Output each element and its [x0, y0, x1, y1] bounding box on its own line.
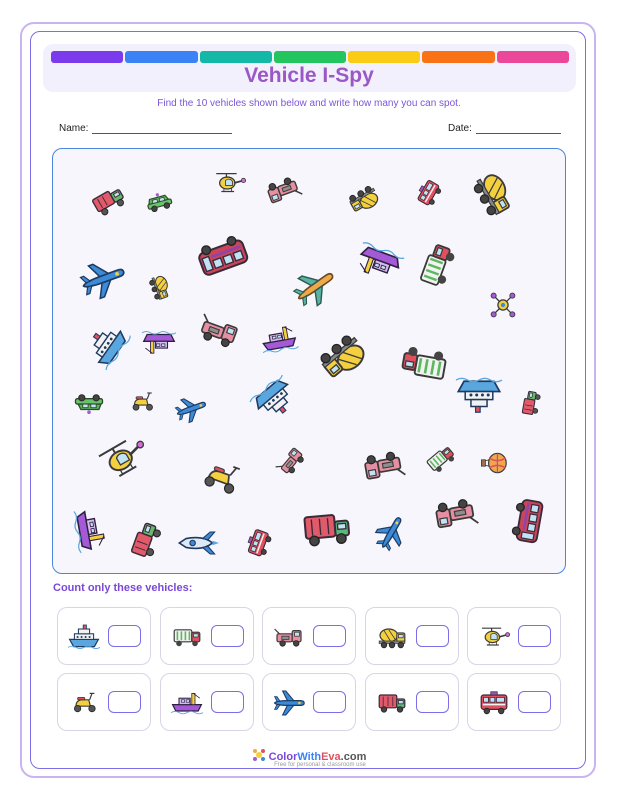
- date-label: Date:: [448, 123, 472, 134]
- dump-truck-icon: [87, 179, 131, 223]
- hot-air-balloon-icon: [475, 443, 515, 483]
- cement-mixer-icon: [315, 329, 375, 389]
- airplane-icon: [367, 509, 415, 557]
- tugboat-icon: [169, 687, 205, 719]
- answer-box[interactable]: [211, 625, 244, 647]
- name-line[interactable]: [92, 133, 232, 134]
- name-field[interactable]: [59, 123, 232, 134]
- scooter-icon: [195, 451, 247, 503]
- tow-truck-icon: [193, 305, 245, 357]
- footer-brand-part4: .com: [340, 751, 367, 763]
- key-item-fire-truck: [467, 673, 561, 731]
- count-heading: Count only these vehicles:: [53, 582, 193, 594]
- tugboat-icon: [257, 317, 301, 361]
- fire-truck-icon: [476, 687, 512, 719]
- ship-icon: [66, 621, 102, 653]
- cement-mixer-icon: [374, 621, 410, 653]
- footer-subtitle: Free for personal & classroom use: [274, 762, 366, 768]
- car-icon: [67, 383, 111, 427]
- tugboat-icon: [353, 237, 405, 289]
- answer-box[interactable]: [416, 625, 449, 647]
- cement-mixer-icon: [343, 179, 387, 223]
- answer-box[interactable]: [108, 691, 141, 713]
- airplane-icon: [169, 387, 213, 431]
- bus-icon: [501, 493, 557, 549]
- helicopter-icon: [476, 621, 512, 653]
- fire-truck-icon: [409, 173, 449, 213]
- footer-brand-part2: With: [297, 751, 322, 763]
- cargo-truck-icon: [409, 237, 465, 293]
- answer-box[interactable]: [416, 691, 449, 713]
- rainbow-segment: [274, 51, 346, 63]
- cement-mixer-icon: [141, 267, 181, 307]
- rainbow-segment: [422, 51, 494, 63]
- tow-truck-icon: [271, 441, 311, 481]
- answer-box[interactable]: [518, 691, 551, 713]
- scooter-icon: [66, 687, 102, 719]
- box-truck-icon: [374, 687, 410, 719]
- tugboat-icon: [65, 505, 115, 555]
- ship-icon: [247, 371, 303, 427]
- instructions-text: Find the 10 vehicles shown below and write how many you can spot.: [157, 98, 461, 109]
- rainbow-segment: [51, 51, 123, 63]
- cargo-truck-icon: [421, 439, 461, 479]
- key-item-cement-mixer: [365, 607, 459, 665]
- footer-logo: [0, 748, 618, 763]
- dump-truck-icon: [169, 621, 205, 653]
- tow-truck-icon: [357, 441, 409, 493]
- helicopter-icon: [93, 429, 153, 489]
- sparkle-icon: [252, 748, 266, 762]
- page-title: Vehicle I-Spy: [244, 64, 374, 87]
- tow-truck-icon: [271, 621, 307, 653]
- helicopter-icon: [207, 161, 251, 205]
- car-icon: [139, 181, 179, 221]
- answer-box[interactable]: [313, 691, 346, 713]
- answer-box[interactable]: [518, 625, 551, 647]
- rainbow-segment: [348, 51, 420, 63]
- date-field[interactable]: [448, 123, 561, 134]
- ispy-scene: [52, 148, 566, 574]
- footer-brand-part1: Color: [268, 751, 298, 763]
- answer-box[interactable]: [108, 625, 141, 647]
- key-item-scooter: [57, 673, 151, 731]
- footer-brand-part3: Eva: [321, 751, 341, 763]
- cement-mixer-icon: [467, 165, 523, 221]
- drone-icon: [483, 285, 523, 325]
- fire-truck-icon: [237, 521, 281, 565]
- scooter-icon: [125, 385, 159, 419]
- dump-truck-icon: [513, 385, 549, 421]
- key-item-tow-truck: [262, 607, 356, 665]
- key-item-box-truck: [365, 673, 459, 731]
- rainbow-segment: [497, 51, 569, 63]
- key-item-dump-truck: [160, 607, 254, 665]
- key-item-helicopter: [467, 607, 561, 665]
- name-label: Name:: [59, 123, 89, 134]
- cargo-truck-icon: [395, 335, 453, 393]
- tow-truck-icon: [259, 167, 307, 215]
- tugboat-icon: [137, 321, 181, 365]
- date-line[interactable]: [476, 133, 561, 134]
- rocket-icon: [173, 519, 221, 567]
- airplane-orange-icon: [287, 259, 343, 315]
- key-item-ship: [57, 607, 151, 665]
- rainbow-segment: [125, 51, 197, 63]
- box-truck-icon: [297, 499, 357, 559]
- answer-box[interactable]: [211, 691, 244, 713]
- airplane-icon: [75, 251, 131, 307]
- tow-truck-icon: [427, 487, 483, 543]
- airplane-icon: [271, 687, 307, 719]
- dump-truck-icon: [121, 515, 171, 565]
- key-item-airplane: [262, 673, 356, 731]
- answer-box[interactable]: [313, 625, 346, 647]
- rainbow-segment: [200, 51, 272, 63]
- ship-icon: [81, 319, 133, 371]
- rainbow-stripe: [51, 51, 569, 63]
- key-item-tugboat: [160, 673, 254, 731]
- ship-icon: [451, 367, 507, 423]
- bus-icon: [193, 227, 253, 287]
